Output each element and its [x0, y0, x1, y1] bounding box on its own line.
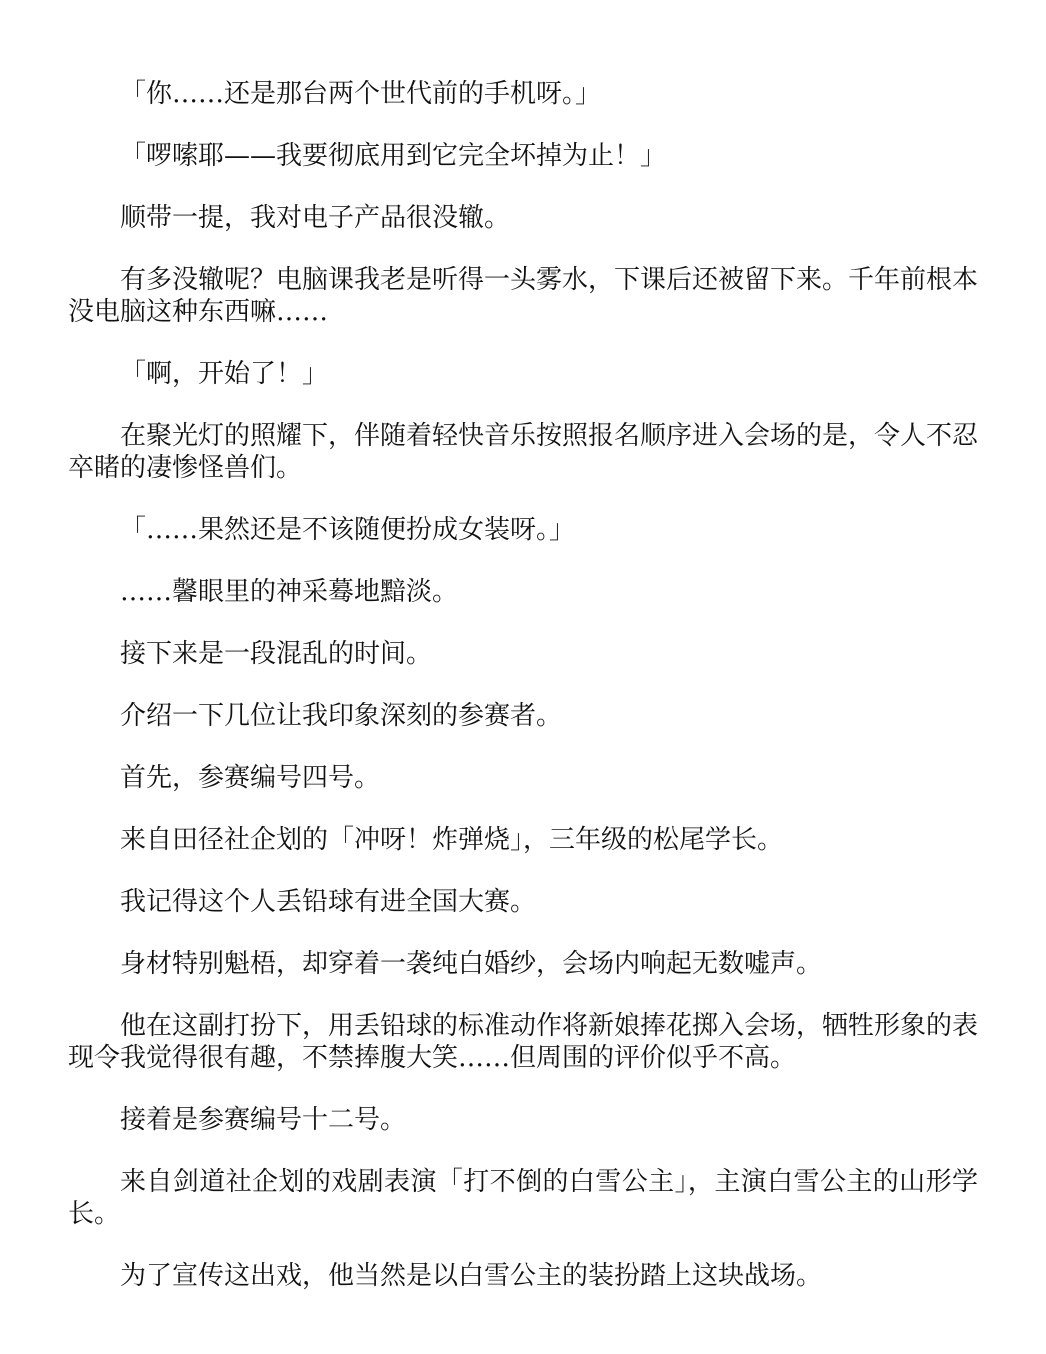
paragraph: 「啰嗦耶——我要彻底用到它完全坏掉为止！」: [120, 141, 667, 171]
document-body: [68, 78, 978, 1322]
paragraph: 为了宣传这出戏，他当然是以白雪公主的装扮踏上这块战场。: [120, 1261, 823, 1291]
paragraph: 我记得这个人丢铅球有进全国大赛。: [120, 887, 537, 917]
paragraph: 在聚光灯的照耀下，伴随着轻快音乐按照报名顺序进入会场的是，令人不忍卒睹的凄惨怪兽们。: [68, 421, 979, 483]
paragraph: 接着是参赛编号十二号。: [120, 1105, 407, 1135]
paragraph: 介绍一下几位让我印象深刻的参赛者。: [120, 701, 563, 731]
paragraph: 顺带一提，我对电子产品很没辙。: [120, 203, 511, 233]
paragraph: 首先，参赛编号四号。: [120, 763, 381, 793]
paragraph: 接下来是一段混乱的时间。: [120, 639, 433, 669]
paragraph: 他在这副打扮下，用丢铅球的标准动作将新娘捧花掷入会场，牺牲形象的表现令我觉得很有趣，不禁捧腹大笑……但周围的评价似乎不高。: [68, 1011, 979, 1073]
paragraph: 身材特别魁梧，却穿着一袭纯白婚纱，会场内响起无数嘘声。: [120, 949, 823, 979]
paragraph: 有多没辙呢？电脑课我老是听得一头雾水，下课后还被留下来。千年前根本没电脑这种东西嘛……: [68, 265, 979, 327]
paragraph: 「你……还是那台两个世代前的手机呀。」: [120, 79, 602, 109]
paragraph: 「啊，开始了！」: [120, 359, 329, 389]
paragraph: 来自剑道社企划的戏剧表演「打不倒的白雪公主」，主演白雪公主的山形学长。: [68, 1167, 978, 1229]
paragraph: ……馨眼里的神采蓦地黯淡。: [120, 577, 459, 607]
paragraph: 「……果然还是不该随便扮成女装呀。」: [120, 515, 576, 545]
paragraph: 来自田径社企划的「冲呀！炸弹烧」，三年级的松尾学长。: [120, 825, 784, 855]
